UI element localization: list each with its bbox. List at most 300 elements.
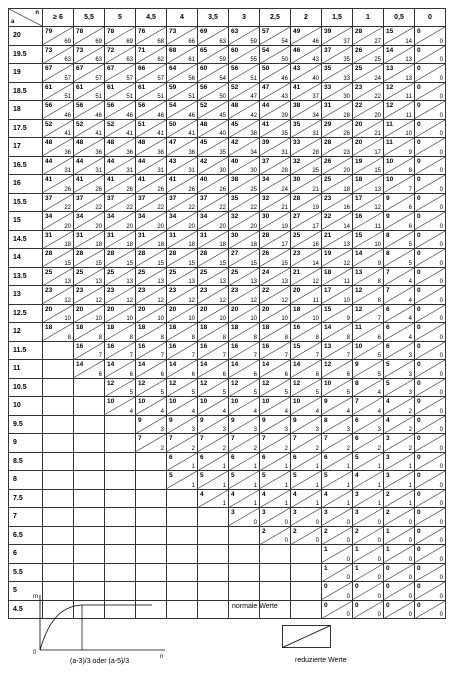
normal-value: 9 [386,194,390,202]
value-cell [322,64,353,83]
reduced-value: 36 [95,149,102,156]
corner-a-label: a [11,19,15,25]
reduced-value: 4 [408,279,412,285]
value-cell [384,27,415,46]
reduced-value: 22 [95,205,102,211]
value-cell [198,452,229,471]
normal-value: 25 [45,268,53,276]
normal-value: 34 [76,213,84,220]
reduced-value: 12 [343,260,350,267]
value-cell [105,119,136,138]
value-cell [260,82,291,101]
value-cell [74,360,105,379]
reduced-value: 8 [346,334,350,341]
normal-value: 76 [138,28,146,35]
value-cell [198,45,229,64]
row-header-a: 6.5 [9,526,43,545]
normal-value: 20 [76,305,84,313]
table-row [9,304,446,323]
reduced-value: 0 [439,593,443,600]
value-cell [167,249,198,268]
normal-value: 0 [417,231,421,239]
reduced-value: 16 [343,205,350,211]
value-cell [43,286,74,305]
value-cell [415,212,446,231]
value-cell [229,212,260,231]
normal-value: 78 [76,28,84,35]
reduced-values-symbol [282,625,332,649]
normal-value: 20 [355,139,363,146]
reduced-value: 2 [284,445,288,452]
normal-value: 3 [355,509,359,516]
reduced-value: 4 [160,408,164,415]
value-cell [105,267,136,286]
value-cell [353,101,384,120]
normal-value: 56 [76,102,84,109]
value-cell [198,323,229,342]
value-cell [291,489,322,508]
reduced-value: 25 [312,168,319,174]
value-cell [198,471,229,490]
reduced-value: 14 [312,260,319,267]
value-cell [322,323,353,342]
normal-value: 0 [417,28,421,35]
reduced-value: 12 [219,297,226,304]
value-cell [105,249,136,268]
normal-value: 28 [200,250,208,257]
value-cell [136,101,167,120]
value-cell [415,323,446,342]
reduced-value: 35 [281,131,288,137]
reduced-value: 0 [439,519,443,526]
value-cell [229,230,260,249]
empty-cell [105,508,136,527]
reduced-value: 1 [315,482,319,489]
normal-value: 25 [355,65,363,72]
reduced-value: 2 [160,445,164,452]
normal-value: 12 [107,379,115,387]
reduced-value: 0 [439,168,443,174]
empty-cell [198,508,229,527]
reduced-value: 46 [64,112,71,119]
value-cell [415,249,446,268]
normal-value: 44 [107,157,115,165]
reduced-value: 3 [160,427,164,433]
value-cell [43,212,74,231]
value-cell [415,397,446,416]
reduced-values-label: reduzierte Werte [295,657,347,664]
value-table [8,8,446,619]
reduced-value: 6 [315,371,319,378]
reduced-value: 7 [191,353,195,359]
column-header: 2 [291,9,322,27]
reduced-value: 5 [377,371,381,378]
normal-value: 34 [138,213,146,220]
row-header-a: 16 [9,175,43,194]
normal-value: 28 [355,28,363,35]
value-cell [105,212,136,231]
reduced-value: 12 [312,279,319,285]
reduced-value: 3 [284,427,288,433]
reduced-value: 17 [312,223,319,230]
normal-value: 12 [293,379,301,387]
reduced-value: 1 [284,464,288,470]
reduced-value: 40 [219,131,226,137]
value-cell [322,193,353,212]
value-cell [291,212,322,231]
normal-value: 79 [45,28,53,35]
value-cell [415,138,446,157]
value-cell [322,378,353,397]
normal-value: 48 [76,139,84,146]
row-header-a: 11.5 [9,341,43,360]
normal-value: 12 [138,379,146,387]
value-cell [136,138,167,157]
normal-value: 23 [231,287,239,294]
empty-cell [74,489,105,508]
value-cell [74,27,105,46]
reduced-value: 15 [250,260,257,267]
value-cell [74,249,105,268]
normal-value: 0 [417,324,421,331]
value-cell [260,45,291,64]
row-header-a: 7.5 [9,489,43,508]
normal-value: 3 [355,490,359,498]
normal-value: 41 [293,83,301,91]
reduced-value: 0 [439,131,443,137]
value-cell [136,175,167,194]
reduced-value: 0 [439,353,443,359]
reduced-value: 8 [191,334,195,341]
reduced-value: 3 [408,353,412,359]
reduced-value: 0 [439,612,443,618]
normal-value: 12 [386,83,394,91]
reduced-value: 28 [343,112,350,119]
normal-value: 0 [417,379,421,387]
normal-value: 50 [169,120,177,128]
table-row [9,378,446,397]
reduced-value: 36 [64,149,71,156]
normal-value: 12 [355,305,363,313]
value-cell [384,323,415,342]
empty-cell [167,545,198,564]
value-cell [322,508,353,527]
reduced-value: 4 [408,334,412,341]
normal-value: 15 [355,231,363,239]
reduced-value: 59 [250,38,257,45]
value-cell [229,64,260,83]
value-cell [105,341,136,360]
reduced-value: 51 [64,94,71,100]
reduced-value: 4 [408,316,412,322]
normal-value: 0 [417,398,421,405]
reduced-value: 56 [188,75,195,82]
reduced-value: 2 [253,445,257,452]
value-cell [291,230,322,249]
value-cell [353,64,384,83]
normal-value: 10 [293,398,301,405]
value-cell [353,286,384,305]
normal-value: 28 [138,250,146,257]
value-cell [353,415,384,434]
normal-value: 65 [200,46,208,54]
value-cell [43,249,74,268]
reduced-value: 30 [250,168,257,174]
table-row [9,193,446,212]
reduced-value: 26 [188,186,195,193]
reduced-value: 31 [157,168,164,174]
reduced-value: 45 [219,112,226,119]
normal-value: 0 [417,46,421,54]
value-cell [322,230,353,249]
normal-value: 16 [293,324,301,331]
reduced-value: 59 [219,57,226,63]
reduced-value: 6 [129,371,133,378]
normal-value: 20 [262,305,270,313]
reduced-value: 12 [126,297,133,304]
empty-cell [198,545,229,564]
reduced-value: 51 [95,94,102,100]
value-cell [229,434,260,453]
reduced-value: 30 [219,168,226,174]
value-cell [260,193,291,212]
value-cell [415,64,446,83]
value-cell [167,82,198,101]
value-cell [105,101,136,120]
normal-value: 14 [76,361,84,368]
empty-cell [74,415,105,434]
value-cell [260,286,291,305]
normal-value: 12 [231,379,239,387]
reduced-value: 11 [312,297,319,304]
normal-value: 34 [200,213,208,220]
normal-value: 9 [231,416,235,424]
reduced-value: 2 [346,445,350,452]
empty-cell [291,563,322,582]
normal-value: 34 [262,176,270,183]
normal-value: 78 [107,28,115,35]
reduced-value: 2 [315,445,319,452]
reduced-value: 42 [250,112,257,119]
value-cell [260,138,291,157]
graph-origin-label: 0 [33,650,37,656]
normal-value: 3 [386,453,390,461]
normal-value: 0 [417,287,421,294]
value-cell [167,452,198,471]
empty-cell [74,378,105,397]
reduced-value: 0 [439,297,443,304]
empty-cell [105,563,136,582]
value-cell [384,304,415,323]
normal-value: 26 [262,250,270,257]
value-cell [167,378,198,397]
reduced-value: 0 [439,223,443,230]
graph-x-label: n [160,654,164,660]
normal-value: 16 [138,342,146,350]
value-cell [167,175,198,194]
reduced-value: 0 [439,260,443,267]
normal-value: 33 [324,83,332,91]
normal-value: 48 [231,102,239,109]
normal-value: 37 [324,46,332,54]
reduced-value: 0 [377,612,381,618]
reduced-value: 1 [253,464,257,470]
reduced-value: 57 [64,75,71,82]
value-cell [43,101,74,120]
reduced-value: 57 [126,75,133,82]
empty-cell [43,545,74,564]
normal-value: 0 [324,583,328,590]
normal-value: 7 [138,435,142,442]
value-cell [229,452,260,471]
value-cell [229,489,260,508]
empty-cell [105,489,136,508]
normal-value: 0 [386,564,390,572]
normal-value: 61 [45,83,53,91]
reduced-value: 37 [343,38,350,45]
empty-cell [291,545,322,564]
normal-value: 35 [293,120,301,128]
value-cell [105,323,136,342]
value-cell [136,323,167,342]
reduced-value: 8 [98,334,102,341]
table-row [9,489,446,508]
normal-value: 37 [138,194,146,202]
reduced-value: 11 [343,279,350,285]
empty-cell [167,526,198,545]
empty-cell [43,360,74,379]
reduced-value: 55 [250,57,257,63]
value-cell [136,304,167,323]
reduced-value: 0 [439,427,443,433]
value-cell [198,156,229,175]
normal-value: 28 [76,250,84,257]
row-header-a: 16.5 [9,156,43,175]
reduced-value: 4 [315,408,319,415]
normal-value: 3 [231,509,235,516]
normal-value: 16 [200,342,208,350]
reduced-value: 35 [219,149,226,156]
reduced-value: 0 [253,519,257,526]
normal-value: 34 [45,213,53,220]
value-cell [353,341,384,360]
value-cell [105,138,136,157]
reduced-value: 5 [284,390,288,396]
value-cell [291,415,322,434]
empty-cell [136,563,167,582]
reduced-value: 4 [191,408,195,415]
normal-value: 48 [107,139,115,146]
reduced-value: 13 [64,279,71,285]
value-cell [198,27,229,46]
normal-value: 8 [386,231,390,239]
normal-value: 10 [386,157,394,165]
value-cell [136,27,167,46]
value-cell [105,230,136,249]
reduced-value: 12 [157,297,164,304]
normal-value: 0 [417,213,421,220]
value-cell [43,27,74,46]
value-cell [167,304,198,323]
empty-cell [105,452,136,471]
value-cell [167,64,198,83]
normal-value: 6 [293,453,297,461]
normal-value: 38 [231,176,239,183]
reduced-value: 7 [377,316,381,322]
reduced-value: 0 [408,538,412,544]
reduced-value: 13 [157,279,164,285]
value-cell [384,341,415,360]
row-header-a: 5.5 [9,563,43,582]
normal-value: 16 [231,342,239,350]
normal-value: 23 [355,83,363,91]
value-cell [291,286,322,305]
normal-value: 18 [231,324,239,331]
normal-value: 8 [386,250,390,257]
normal-values-label: normale Werte [232,603,278,610]
reduced-value: 15 [157,260,164,267]
normal-value: 18 [76,324,84,331]
header-row [9,9,446,27]
reduced-value: 40 [312,75,319,82]
value-cell [322,267,353,286]
normal-value: 10 [386,176,394,183]
reduced-value: 13 [281,279,288,285]
reduced-value: 0 [408,612,412,618]
value-cell [74,230,105,249]
reduced-value: 1 [284,482,288,489]
value-cell [353,323,384,342]
reduced-value: 22 [219,205,226,211]
reduced-value: 0 [377,519,381,526]
reduced-value: 2 [191,445,195,452]
empty-cell [74,545,105,564]
reduced-value: 14 [405,38,412,45]
normal-value: 0 [417,564,421,572]
reduced-value: 20 [126,223,133,230]
normal-value: 68 [169,46,177,54]
value-cell [353,119,384,138]
value-cell [322,249,353,268]
reduced-value: 51 [126,94,133,100]
normal-value: 0 [417,601,421,609]
value-cell [229,27,260,46]
normal-value: 44 [45,157,53,165]
normal-value: 3 [293,509,297,516]
value-cell [74,175,105,194]
reduced-value: 51 [188,94,195,100]
normal-value: 10 [169,398,177,405]
normal-value: 6 [231,453,235,461]
value-cell [43,82,74,101]
normal-value: 23 [138,287,146,294]
empty-cell [105,415,136,434]
reduced-value: 23 [343,149,350,156]
normal-value: 15 [386,28,394,35]
row-header-a: 9 [9,434,43,453]
normal-value: 37 [76,194,84,202]
value-cell [291,175,322,194]
reduced-value: 54 [219,75,226,82]
normal-value: 2 [293,527,297,535]
value-cell [167,119,198,138]
reduced-value: 36 [157,149,164,156]
reduced-value: 0 [408,519,412,526]
value-cell [415,101,446,120]
value-cell [229,138,260,157]
reduced-value: 7 [222,353,226,359]
value-cell [384,563,415,582]
